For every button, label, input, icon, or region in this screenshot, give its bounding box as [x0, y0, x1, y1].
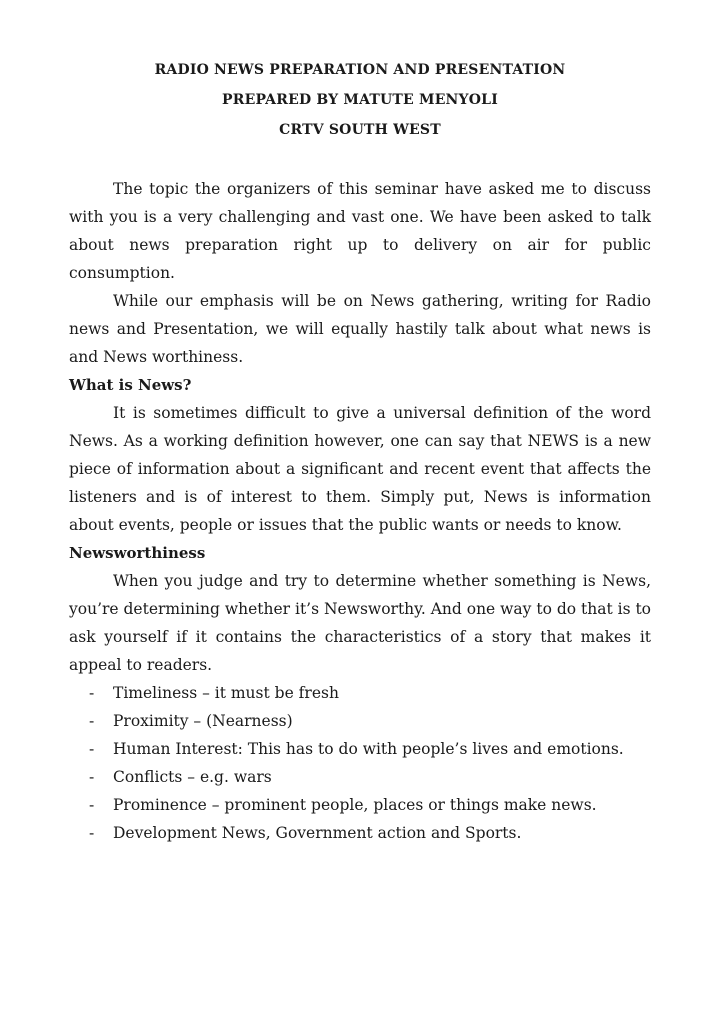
list-item-text: Proximity – (Nearness) — [113, 712, 293, 730]
list-item — [69, 819, 651, 847]
bullet-dash: - — [89, 684, 95, 702]
list-item-text: Conflicts – e.g. wars — [113, 768, 272, 786]
list-item-text: Prominence – prominent people, places or things make news. — [113, 796, 597, 814]
newsworthiness-heading: Newsworthiness — [69, 544, 206, 562]
intro-paragraph-2: While our emphasis will be on News gathering, writing for Radio news and Presentation, we will equally hastily talk about what news is and News worthiness. — [69, 292, 651, 366]
what-is-news-heading: What is News? — [69, 376, 192, 394]
title-spacer — [69, 145, 651, 175]
intro-paragraph-1: The topic the organizers of this seminar have asked me to discuss with you is a very challenging and vast one. We have been asked to talk about news preparation right up to delivery on air for public consumption. — [69, 180, 651, 282]
newsworthiness-list — [69, 679, 651, 847]
list-item-text: Timeliness – it must be fresh — [113, 684, 339, 702]
list-item — [69, 791, 651, 819]
document-organization: CRTV SOUTH WEST — [279, 122, 441, 138]
document-page — [69, 55, 651, 847]
list-item — [69, 735, 651, 763]
what-is-news-paragraph: It is sometimes difficult to give a universal definition of the word News. As a working definition however, one can say that NEWS is a new piece of information about a significant and recent event that affects the listeners and is of interest to them. Simply put, News is information about events, people or issues that the public wants or needs to know. — [69, 404, 651, 534]
bullet-dash: - — [89, 796, 95, 814]
list-item-text: Human Interest: This has to do with people’s lives and emotions. — [113, 740, 624, 758]
document-author: PREPARED BY MATUTE MENYOLI — [222, 92, 498, 108]
list-item — [69, 707, 651, 735]
newsworthiness-paragraph: When you judge and try to determine whether something is News, you’re determining whether it’s Newsworthy. And one way to do that is to ask yourself if it contains the characteristics of a story that makes it appeal to readers. — [69, 572, 652, 674]
bullet-dash: - — [89, 712, 95, 730]
list-item-text: Development News, Government action and Sports. — [113, 824, 522, 842]
bullet-dash: - — [89, 740, 95, 758]
list-item — [69, 679, 651, 707]
document-title: RADIO NEWS PREPARATION AND PRESENTATION — [154, 62, 566, 78]
bullet-dash: - — [89, 824, 95, 842]
bullet-dash: - — [89, 768, 95, 786]
list-item — [69, 763, 651, 791]
